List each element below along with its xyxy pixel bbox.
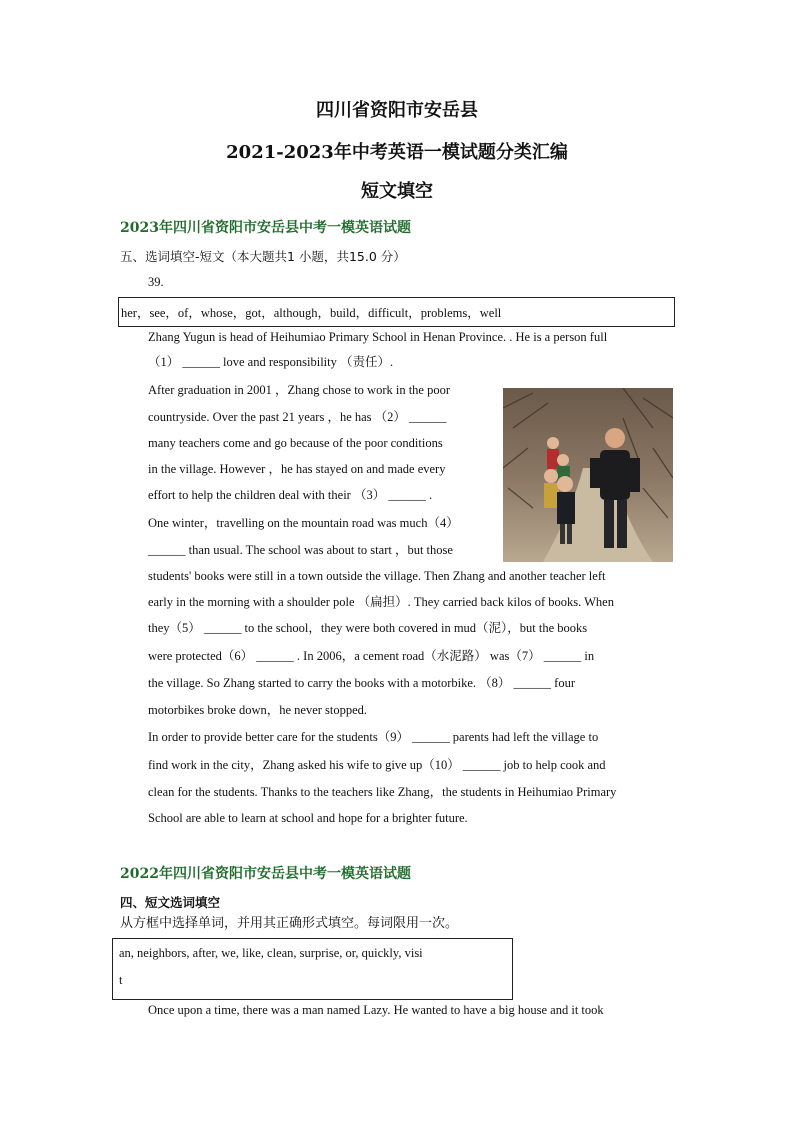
passage-line: the village. So Zhang started to carry the books with a motorbike. （8） ______ four [148,676,575,690]
section-2022-subinstruction: 从方框中选择单词，并用其正确形式填空。每词限用一次。 [120,916,459,931]
section-2022-instruction: 四、短文选词填空 [120,895,221,910]
document-title-line2: 2021-2023年中考英语一模试题分类汇编 [226,142,568,163]
passage-2022-first-line: Once upon a time, there was a man named Lazy. He wanted to have a big house and it took [148,1003,604,1017]
section-2023-instruction: 五、选词填空-短文（本大题共1 小题，共15.0 分） [120,249,406,264]
passage-line: Zhang Yugun is head of Heihumiao Primary School in Henan Province. . He is a person full [148,330,608,344]
passage-line: they（5） ______ to the school，they were both covered in mud（泥），but the books [148,621,588,635]
passage-line: motorbikes broke down，he never stopped. [148,703,368,717]
word-box-2022-line2: t [119,973,123,987]
word-box-2022-line1: an, neighbors, after, we, like, clean, surprise, or, quickly, visi [119,946,423,960]
passage-line: many teachers come and go because of the poor conditions [148,436,443,450]
passage-line: School are able to learn at school and hope for a brighter future. [148,811,468,825]
section-2022-heading: 2022年四川省资阳市安岳县中考一模英语试题 [120,866,411,882]
question-number: 39. [148,275,164,289]
passage-line: in the village. However ，he has stayed on and made every [148,462,446,476]
document-title-line3: 短文填空 [361,181,433,202]
section-2023-heading: 2023年四川省资阳市安岳县中考一模英语试题 [120,220,411,236]
passage-line: effort to help the children deal with their （3） ______ . [148,488,433,502]
document-title-line1: 四川省资阳市安岳县 [316,100,478,121]
teacher-children-photo [503,388,673,562]
passage-line: countryside. Over the past 21 years ，he has （2） ______ [148,410,447,424]
passage-line: find work in the city，Zhang asked his wife to give up（10） ______ job to help cook and [148,758,606,772]
passage-line: In order to provide better care for the students（9） ______ parents had left the village to [148,730,599,744]
word-box-2023-text: her，see，of，whose，got，although，build，difficult，problems，well [121,306,502,320]
passage-line: After graduation in 2001 ，Zhang chose to work in the poor [148,383,451,397]
passage-line: ______ than usual. The school was about to start ，but those [148,543,453,557]
passage-line: One winter，travelling on the mountain road was much（4） [148,516,459,530]
passage-line: were protected（6） ______ . In 2006，a cement road（水泥路） was（7） ______ in [148,649,595,663]
passage-line: （1） ______ love and responsibility （责任）. [148,355,394,369]
passage-line: students' books were still in a town outside the village. Then Zhang and another teacher left [148,569,606,583]
passage-line: early in the morning with a shoulder pole （扁担）. They carried back kilos of books. When [148,595,614,609]
passage-line: clean for the students. Thanks to the teachers like Zhang，the students in Heihumiao Primary [148,785,617,799]
